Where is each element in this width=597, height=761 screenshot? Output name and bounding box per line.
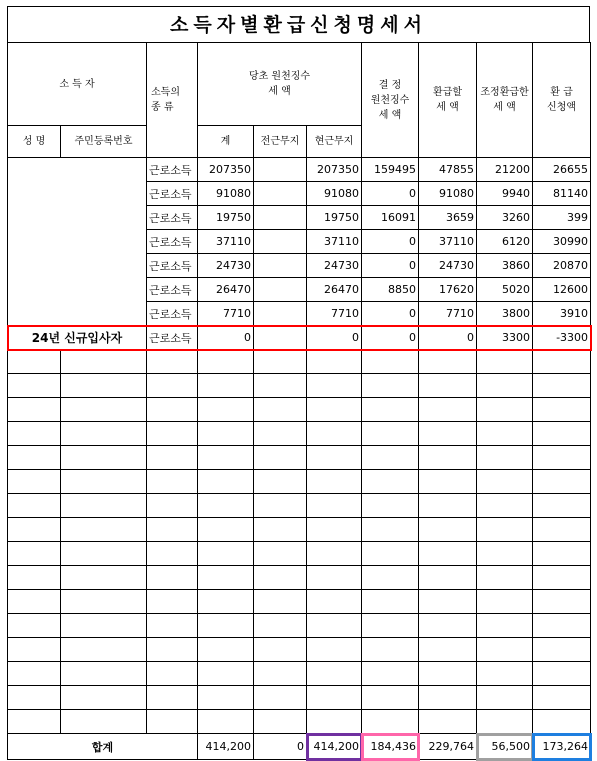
empty-cell: [198, 446, 254, 470]
empty-cell: [533, 662, 591, 686]
empty-cell: [477, 542, 533, 566]
adjusted-cell: 3300: [477, 326, 533, 350]
totals-label: 합계: [8, 734, 198, 760]
empty-cell: [477, 470, 533, 494]
curr-cell: 0: [307, 326, 362, 350]
refund-statement-sheet: [7, 6, 590, 760]
empty-cell: [198, 494, 254, 518]
empty-cell: [419, 542, 477, 566]
empty-cell: [61, 686, 147, 710]
empty-cell: [362, 398, 419, 422]
empty-cell: [307, 350, 362, 374]
empty-cell: [8, 566, 61, 590]
empty-cell: [477, 566, 533, 590]
empty-cell: [254, 638, 307, 662]
curr-cell: 7710: [307, 302, 362, 326]
empty-cell: [254, 662, 307, 686]
empty-cell: [61, 518, 147, 542]
empty-cell: [477, 350, 533, 374]
empty-cell: [419, 446, 477, 470]
empty-cell: [61, 350, 147, 374]
empty-cell: [8, 614, 61, 638]
empty-cell: [533, 494, 591, 518]
empty-cell: [254, 422, 307, 446]
total-cell: 0: [198, 326, 254, 350]
empty-cell: [362, 518, 419, 542]
empty-cell: [419, 590, 477, 614]
empty-cell: [254, 470, 307, 494]
empty-cell: [254, 398, 307, 422]
totals-row: [8, 734, 591, 760]
empty-cell: [533, 614, 591, 638]
curr-cell: 207350: [307, 158, 362, 182]
empty-cell: [61, 398, 147, 422]
empty-cell: [307, 494, 362, 518]
adjusted-cell: 3860: [477, 254, 533, 278]
empty-cell: [198, 710, 254, 734]
total-cell: 26470: [198, 278, 254, 302]
empty-cell: [198, 374, 254, 398]
empty-cell: [8, 350, 61, 374]
empty-cell: [61, 374, 147, 398]
claim-cell: 30990: [533, 230, 591, 254]
empty-cell: [198, 398, 254, 422]
decided-cell: 16091: [362, 206, 419, 230]
income-type-cell: 근로소득: [147, 278, 198, 302]
refundable-cell: 47855: [419, 158, 477, 182]
empty-cell: [477, 398, 533, 422]
empty-row: [8, 374, 591, 398]
empty-cell: [477, 590, 533, 614]
rrn-header: 주민등록번호: [61, 126, 147, 158]
empty-cell: [419, 518, 477, 542]
empty-cell: [254, 446, 307, 470]
prev-workplace-subheader: 전근무지: [254, 126, 307, 158]
empty-cell: [147, 398, 198, 422]
empty-cell: [307, 614, 362, 638]
empty-cell: [61, 566, 147, 590]
decided-cell: 0: [362, 326, 419, 350]
empty-cell: [198, 566, 254, 590]
total-refundable-cell: 229,764: [419, 734, 477, 760]
empty-cell: [61, 422, 147, 446]
empty-cell: [307, 638, 362, 662]
empty-cell: [61, 446, 147, 470]
decided-cell: 0: [362, 254, 419, 278]
empty-cell: [419, 614, 477, 638]
empty-cell: [61, 710, 147, 734]
adjusted-cell: 5020: [477, 278, 533, 302]
income-type-header: 소득의 종 류: [147, 43, 198, 158]
curr-cell: 24730: [307, 254, 362, 278]
decided-cell: 0: [362, 302, 419, 326]
refund-table: [7, 42, 591, 760]
empty-row: [8, 470, 591, 494]
empty-cell: [533, 542, 591, 566]
empty-row: [8, 350, 591, 374]
withheld-tax-header: 당초 원천징수 세 액: [198, 43, 362, 126]
adjusted-cell: 3800: [477, 302, 533, 326]
empty-cell: [147, 542, 198, 566]
total-decided-cell: 184,436: [362, 734, 419, 760]
curr-cell: 91080: [307, 182, 362, 206]
empty-cell: [254, 542, 307, 566]
empty-cell: [307, 446, 362, 470]
empty-row: [8, 566, 591, 590]
empty-cell: [419, 638, 477, 662]
total-curr-cell: 414,200: [307, 734, 362, 760]
empty-cell: [362, 374, 419, 398]
empty-cell: [419, 422, 477, 446]
earner-header: 소 득 자: [8, 43, 147, 126]
claim-cell: 12600: [533, 278, 591, 302]
empty-cell: [254, 350, 307, 374]
decided-cell: 0: [362, 230, 419, 254]
empty-cell: [419, 374, 477, 398]
empty-row: [8, 590, 591, 614]
empty-row: [8, 614, 591, 638]
table-row: [8, 158, 591, 182]
total-cell: 7710: [198, 302, 254, 326]
total-claim-cell: 173,264: [533, 734, 591, 760]
empty-cell: [533, 446, 591, 470]
empty-cell: [477, 638, 533, 662]
empty-cell: [362, 686, 419, 710]
curr-cell: 26470: [307, 278, 362, 302]
adjusted-cell: 21200: [477, 158, 533, 182]
empty-cell: [307, 422, 362, 446]
total-cell: 19750: [198, 206, 254, 230]
refundable-cell: 3659: [419, 206, 477, 230]
empty-cell: [533, 398, 591, 422]
refundable-cell: 24730: [419, 254, 477, 278]
empty-cell: [198, 350, 254, 374]
empty-cell: [147, 686, 198, 710]
empty-cell: [8, 686, 61, 710]
empty-cell: [533, 470, 591, 494]
claim-cell: 26655: [533, 158, 591, 182]
empty-row: [8, 638, 591, 662]
empty-cell: [198, 662, 254, 686]
empty-cell: [419, 470, 477, 494]
refund-claim-header: 환 급 신청액: [533, 43, 591, 158]
table-row: [8, 326, 591, 350]
empty-cell: [61, 542, 147, 566]
empty-cell: [61, 590, 147, 614]
document-title: 소득자별환급신청명세서: [7, 6, 590, 42]
income-type-cell: 근로소득: [147, 182, 198, 206]
income-type-cell: 근로소득: [147, 254, 198, 278]
empty-cell: [8, 422, 61, 446]
empty-row: [8, 446, 591, 470]
empty-cell: [147, 446, 198, 470]
empty-cell: [533, 638, 591, 662]
empty-cell: [147, 518, 198, 542]
total-cell: 24730: [198, 254, 254, 278]
empty-cell: [307, 398, 362, 422]
empty-cell: [307, 686, 362, 710]
empty-cell: [477, 710, 533, 734]
empty-cell: [362, 662, 419, 686]
income-type-cell: 근로소득: [147, 230, 198, 254]
claim-cell: 20870: [533, 254, 591, 278]
empty-cell: [198, 614, 254, 638]
empty-cell: [477, 614, 533, 638]
empty-cell: [147, 662, 198, 686]
empty-cell: [533, 590, 591, 614]
decided-cell: 8850: [362, 278, 419, 302]
curr-cell: 37110: [307, 230, 362, 254]
empty-cell: [419, 398, 477, 422]
empty-row: [8, 518, 591, 542]
empty-cell: [307, 566, 362, 590]
empty-cell: [362, 470, 419, 494]
empty-row: [8, 398, 591, 422]
earner-merged-cell: [8, 158, 147, 326]
empty-cell: [419, 710, 477, 734]
empty-cell: [147, 350, 198, 374]
empty-cell: [254, 374, 307, 398]
empty-cell: [533, 710, 591, 734]
refundable-cell: 0: [419, 326, 477, 350]
claim-cell: -3300: [533, 326, 591, 350]
empty-cell: [147, 566, 198, 590]
prev-cell: [254, 230, 307, 254]
income-type-cell: 근로소득: [147, 326, 198, 350]
empty-cell: [61, 470, 147, 494]
total-total-cell: 414,200: [198, 734, 254, 760]
empty-cell: [147, 614, 198, 638]
empty-row: [8, 662, 591, 686]
empty-cell: [147, 470, 198, 494]
refundable-tax-header: 환급할 세 액: [419, 43, 477, 158]
empty-cell: [8, 638, 61, 662]
empty-cell: [477, 374, 533, 398]
empty-cell: [533, 686, 591, 710]
total-prev-cell: 0: [254, 734, 307, 760]
name-header: 성 명: [8, 126, 61, 158]
empty-cell: [362, 566, 419, 590]
empty-cell: [147, 638, 198, 662]
empty-cell: [307, 518, 362, 542]
empty-cell: [362, 710, 419, 734]
empty-cell: [8, 470, 61, 494]
empty-cell: [254, 590, 307, 614]
empty-cell: [147, 710, 198, 734]
empty-cell: [477, 446, 533, 470]
empty-cell: [8, 494, 61, 518]
empty-cell: [8, 446, 61, 470]
empty-cell: [8, 398, 61, 422]
empty-cell: [61, 614, 147, 638]
prev-cell: [254, 182, 307, 206]
empty-cell: [8, 590, 61, 614]
claim-cell: 81140: [533, 182, 591, 206]
total-cell: 37110: [198, 230, 254, 254]
prev-cell: [254, 206, 307, 230]
prev-cell: [254, 302, 307, 326]
empty-cell: [198, 590, 254, 614]
total-subheader: 계: [198, 126, 254, 158]
empty-cell: [8, 662, 61, 686]
empty-cell: [307, 542, 362, 566]
empty-row: [8, 686, 591, 710]
empty-cell: [198, 686, 254, 710]
empty-cell: [477, 662, 533, 686]
empty-cell: [147, 590, 198, 614]
empty-cell: [198, 542, 254, 566]
total-adjusted-cell: 56,500: [477, 734, 533, 760]
curr-workplace-subheader: 현근무지: [307, 126, 362, 158]
empty-cell: [477, 494, 533, 518]
empty-row: [8, 494, 591, 518]
empty-cell: [254, 494, 307, 518]
refundable-cell: 37110: [419, 230, 477, 254]
empty-row: [8, 710, 591, 734]
empty-cell: [362, 350, 419, 374]
empty-cell: [307, 374, 362, 398]
empty-row: [8, 422, 591, 446]
empty-cell: [307, 470, 362, 494]
empty-cell: [533, 518, 591, 542]
empty-cell: [307, 590, 362, 614]
empty-cell: [147, 494, 198, 518]
empty-cell: [362, 614, 419, 638]
earner-name-cell: 24년 신규입사자: [8, 326, 147, 350]
adjusted-cell: 9940: [477, 182, 533, 206]
adjusted-cell: 6120: [477, 230, 533, 254]
total-cell: 207350: [198, 158, 254, 182]
empty-cell: [147, 422, 198, 446]
income-type-cell: 근로소득: [147, 302, 198, 326]
prev-cell: [254, 326, 307, 350]
empty-cell: [419, 662, 477, 686]
empty-cell: [198, 518, 254, 542]
empty-cell: [533, 566, 591, 590]
adjusted-tax-header: 결 정 원천징수 세 액: [362, 43, 419, 158]
empty-cell: [307, 710, 362, 734]
empty-cell: [254, 614, 307, 638]
empty-cell: [8, 518, 61, 542]
empty-cell: [8, 710, 61, 734]
claim-cell: 399: [533, 206, 591, 230]
claim-cell: 3910: [533, 302, 591, 326]
empty-cell: [533, 374, 591, 398]
curr-cell: 19750: [307, 206, 362, 230]
refundable-cell: 91080: [419, 182, 477, 206]
empty-cell: [362, 494, 419, 518]
empty-cell: [254, 566, 307, 590]
header-row-1: [8, 43, 591, 126]
empty-cell: [362, 590, 419, 614]
empty-row: [8, 542, 591, 566]
empty-cell: [419, 350, 477, 374]
decided-cell: 0: [362, 182, 419, 206]
empty-cell: [254, 686, 307, 710]
empty-cell: [254, 518, 307, 542]
income-type-cell: 근로소득: [147, 158, 198, 182]
prev-cell: [254, 158, 307, 182]
empty-cell: [61, 638, 147, 662]
empty-cell: [477, 518, 533, 542]
empty-cell: [198, 422, 254, 446]
prev-cell: [254, 254, 307, 278]
empty-cell: [198, 638, 254, 662]
adjusted-refund-header: 조정환급한 세 액: [477, 43, 533, 158]
empty-cell: [362, 638, 419, 662]
empty-cell: [61, 494, 147, 518]
refundable-cell: 7710: [419, 302, 477, 326]
empty-cell: [362, 446, 419, 470]
empty-cell: [254, 710, 307, 734]
empty-cell: [61, 662, 147, 686]
adjusted-cell: 3260: [477, 206, 533, 230]
empty-cell: [198, 470, 254, 494]
empty-cell: [477, 422, 533, 446]
empty-cell: [147, 374, 198, 398]
prev-cell: [254, 278, 307, 302]
income-type-cell: 근로소득: [147, 206, 198, 230]
empty-cell: [419, 566, 477, 590]
empty-cell: [419, 494, 477, 518]
empty-cell: [307, 662, 362, 686]
empty-cell: [8, 374, 61, 398]
refundable-cell: 17620: [419, 278, 477, 302]
empty-cell: [8, 542, 61, 566]
empty-cell: [477, 686, 533, 710]
empty-cell: [419, 686, 477, 710]
decided-cell: 159495: [362, 158, 419, 182]
empty-cell: [533, 422, 591, 446]
total-cell: 91080: [198, 182, 254, 206]
empty-cell: [362, 542, 419, 566]
empty-cell: [362, 422, 419, 446]
empty-cell: [533, 350, 591, 374]
